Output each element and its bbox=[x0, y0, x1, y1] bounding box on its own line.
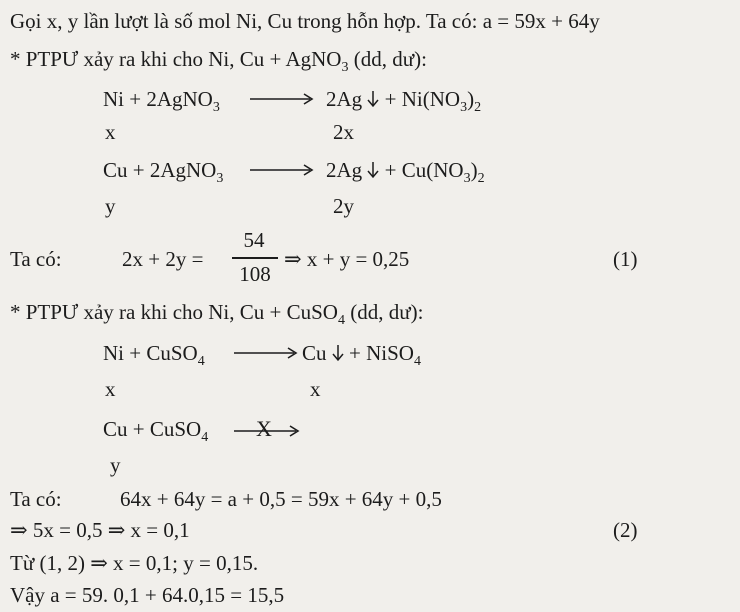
section1-heading-sub: 3 bbox=[341, 60, 349, 75]
eq3-right bbox=[302, 340, 421, 370]
precipitate-down-arrow-icon bbox=[332, 344, 344, 362]
step-line: ⇒ 5x = 0,5 ⇒ x = 0,1 bbox=[10, 518, 190, 542]
eq1-right-paren: ) bbox=[467, 87, 475, 111]
eq1-right bbox=[326, 86, 481, 116]
eq2-right-sub2: 2 bbox=[477, 171, 485, 186]
fraction-denominator: 108 bbox=[239, 262, 271, 286]
eq2-arrow-icon bbox=[250, 157, 316, 183]
section2-heading-post: (dd, dư): bbox=[344, 300, 424, 324]
eq2-mol-left: y bbox=[105, 194, 116, 218]
eq3-left-text: Ni + CuSO bbox=[103, 341, 198, 365]
eq1-left-text: Ni + 2AgNO bbox=[103, 87, 213, 111]
eq4-blocked-arrow bbox=[234, 416, 304, 442]
section1-heading bbox=[10, 46, 427, 76]
from-line: Từ (1, 2) ⇒ x = 0,1; y = 0,15. bbox=[10, 551, 259, 575]
eq3-right-product-b: + NiSO bbox=[343, 341, 414, 365]
section2-heading bbox=[10, 299, 423, 329]
eq2-right-sub1: 3 bbox=[463, 171, 471, 186]
eq1-right-sub1: 3 bbox=[460, 100, 468, 115]
result1-label: Ta có: bbox=[10, 247, 62, 271]
eq1-right-sub2: 2 bbox=[474, 100, 482, 115]
eq1-left bbox=[103, 86, 220, 116]
result1-rhs: ⇒ x + y = 0,25 bbox=[284, 247, 410, 271]
fraction-bar bbox=[232, 257, 278, 259]
eq3-arrow-icon bbox=[234, 340, 300, 366]
eq1-left-sub: 3 bbox=[212, 100, 220, 115]
intro-line: Gọi x, y lần lượt là số mol Ni, Cu trong hỗn hợp. Ta có: a = 59x + 64y bbox=[10, 9, 600, 33]
eq2-right-paren: ) bbox=[470, 158, 478, 182]
final-answer: Vậy a = 59. 0,1 + 64.0,15 = 15,5 bbox=[10, 583, 285, 607]
eq3-right-sub: 4 bbox=[413, 354, 421, 369]
result2-equation: 64x + 64y = a + 0,5 = 59x + 64y + 0,5 bbox=[120, 487, 442, 511]
eq4-left-sub: 4 bbox=[201, 430, 209, 445]
eq3-mol-left: x bbox=[105, 377, 116, 401]
step-tag: (2) bbox=[613, 518, 638, 542]
eq1-mol-right: 2x bbox=[333, 120, 354, 144]
section2-heading-text: * PTPƯ xảy ra khi cho Ni, Cu + CuSO bbox=[10, 300, 338, 324]
eq1-right-product-a: 2Ag bbox=[326, 87, 363, 111]
eq4-left bbox=[103, 416, 208, 446]
eq1-right-product-b: + Ni(NO bbox=[379, 87, 461, 111]
eq2-right-product-a: 2Ag bbox=[326, 158, 363, 182]
eq2-left-text: Cu + 2AgNO bbox=[103, 158, 217, 182]
result1-lhs: 2x + 2y = bbox=[122, 247, 204, 271]
section1-heading-post: (dd, dư): bbox=[348, 47, 427, 71]
section2-heading-sub: 4 bbox=[337, 313, 345, 328]
fraction-numerator: 54 bbox=[243, 228, 265, 252]
eq2-right-product-b: + Cu(NO bbox=[379, 158, 464, 182]
eq2-left bbox=[103, 157, 223, 187]
no-reaction-mark: X bbox=[256, 416, 272, 441]
precipitate-down-arrow-icon bbox=[367, 90, 379, 108]
eq3-right-product-a: Cu bbox=[302, 341, 327, 365]
eq3-left bbox=[103, 340, 205, 370]
eq4-mol-left: y bbox=[110, 453, 121, 477]
result1-tag: (1) bbox=[613, 247, 638, 271]
result2-label: Ta có: bbox=[10, 487, 62, 511]
eq4-left-text: Cu + CuSO bbox=[103, 417, 202, 441]
precipitate-down-arrow-icon bbox=[367, 161, 379, 179]
eq1-arrow-icon bbox=[250, 86, 316, 112]
eq1-mol-left: x bbox=[105, 120, 116, 144]
eq2-mol-right: 2y bbox=[333, 194, 354, 218]
eq2-left-sub: 3 bbox=[216, 171, 224, 186]
section1-heading-text: * PTPƯ xảy ra khi cho Ni, Cu + AgNO bbox=[10, 47, 342, 71]
eq2-right bbox=[326, 157, 485, 187]
eq3-left-sub: 4 bbox=[197, 354, 205, 369]
eq3-mol-right: x bbox=[310, 377, 321, 401]
